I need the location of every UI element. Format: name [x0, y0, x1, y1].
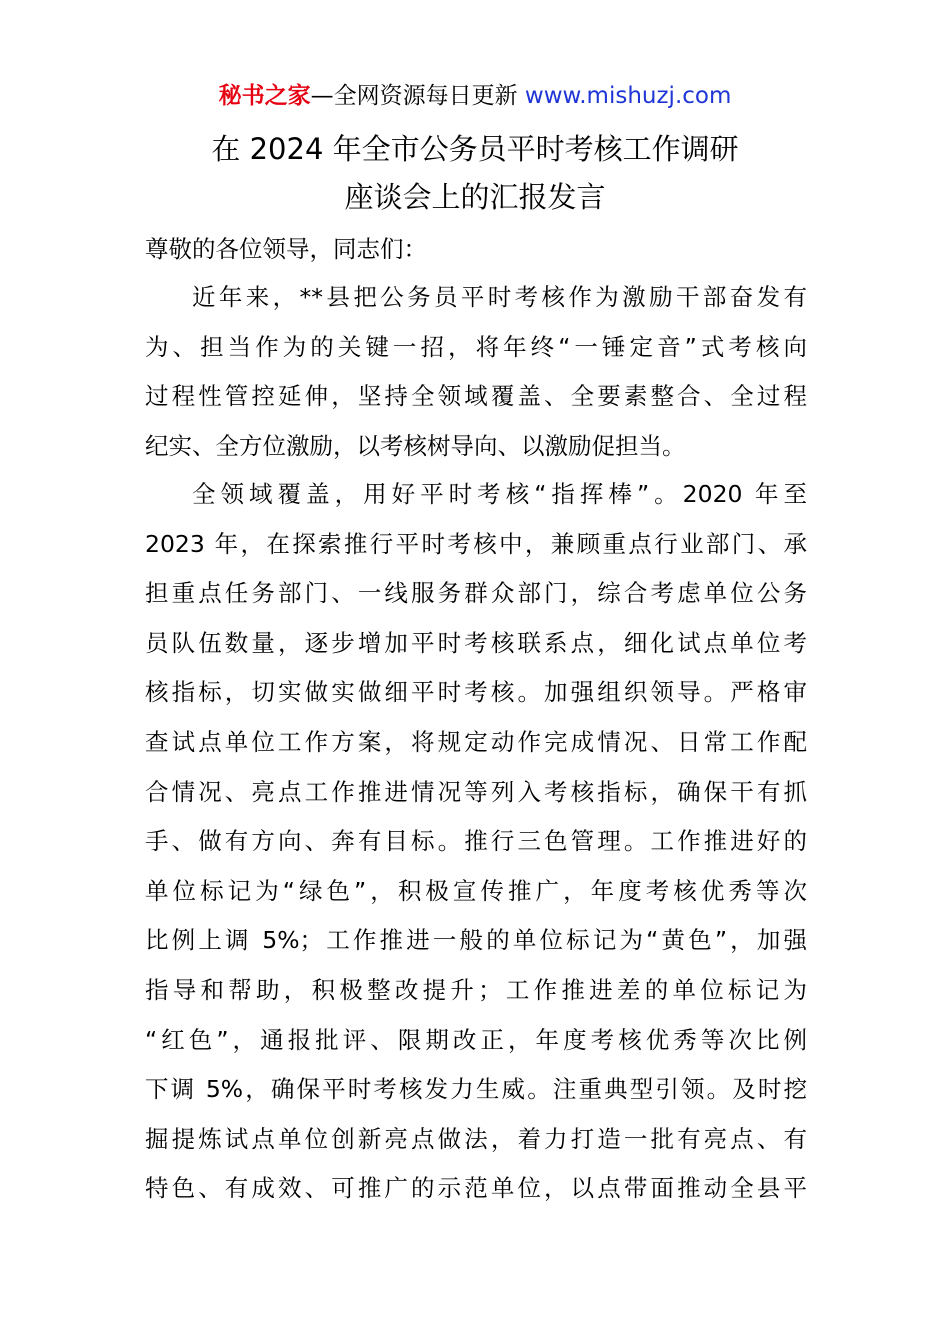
paragraph-2 [145, 470, 807, 1214]
paragraph-line: 手、做有方向、奔有目标。推行三色管理。工作推进好的 [145, 827, 807, 856]
paragraph-line: “红色”，通报批评、限期改正，年度考核优秀等次比例 [145, 1025, 807, 1054]
salutation: 尊敬的各位领导，同志们： [145, 235, 427, 263]
paragraph-line: 担重点任务部门、一线服务群众部门，综合考虑单位公务 [145, 579, 807, 608]
paragraph-line: 单位标记为“绿色”，积极宣传推广，年度考核优秀等次 [145, 876, 807, 905]
paragraph-line: 比例上调 5%；工作推进一般的单位标记为“黄色”，加强 [145, 926, 807, 955]
paragraph-line: 过程性管控延伸，坚持全领域覆盖、全要素整合、全过程 [145, 382, 807, 411]
paragraph-line: 纪实、全方位激励，以考核树导向、以激励促担当。 [145, 431, 686, 460]
paragraph-line: 合情况、亮点工作推进情况等列入考核指标，确保干有抓 [145, 777, 807, 806]
paragraph-line: 员队伍数量，逐步增加平时考核联系点，细化试点单位考 [145, 628, 807, 657]
paragraph-line: 下调 5%，确保平时考核发力生威。注重典型引领。及时挖 [145, 1075, 807, 1104]
paragraph-line: 查试点单位工作方案，将规定动作完成情况、日常工作配 [145, 727, 807, 756]
paragraph-line: 核指标，切实做实做细平时考核。加强组织领导。严格审 [145, 678, 807, 707]
site-header [0, 80, 950, 112]
paragraph-line: 2023 年，在探索推行平时考核中，兼顾重点行业部门、承 [145, 529, 807, 558]
brand-name: 秘书之家 [218, 83, 311, 109]
header-tagline: —全网资源每日更新 [310, 83, 525, 109]
document-title-line-1: 在 2024 年全市公务员平时考核工作调研 [211, 132, 739, 166]
paragraph-line: 特色、有成效、可推广的示范单位，以点带面推动全县平 [145, 1174, 807, 1203]
paragraph-line: 掘提炼试点单位创新亮点做法，着力打造一批有亮点、有 [145, 1124, 807, 1153]
paragraph-1 [145, 273, 807, 471]
site-url-link[interactable]: www.mishuzj.com [524, 83, 732, 109]
paragraph-line: 全领域覆盖，用好平时考核“指挥棒”。2020 年至 [192, 480, 807, 508]
paragraph-line: 指导和帮助，积极整改提升；工作推进差的单位标记为 [145, 975, 807, 1004]
paragraph-line: 为、担当作为的关键一招，将年终“一锤定音”式考核向 [145, 332, 807, 361]
document-title-line-2: 座谈会上的汇报发言 [344, 180, 606, 214]
paragraph-line: 近年来，**县把公务员平时考核作为激励干部奋发有 [192, 283, 807, 311]
